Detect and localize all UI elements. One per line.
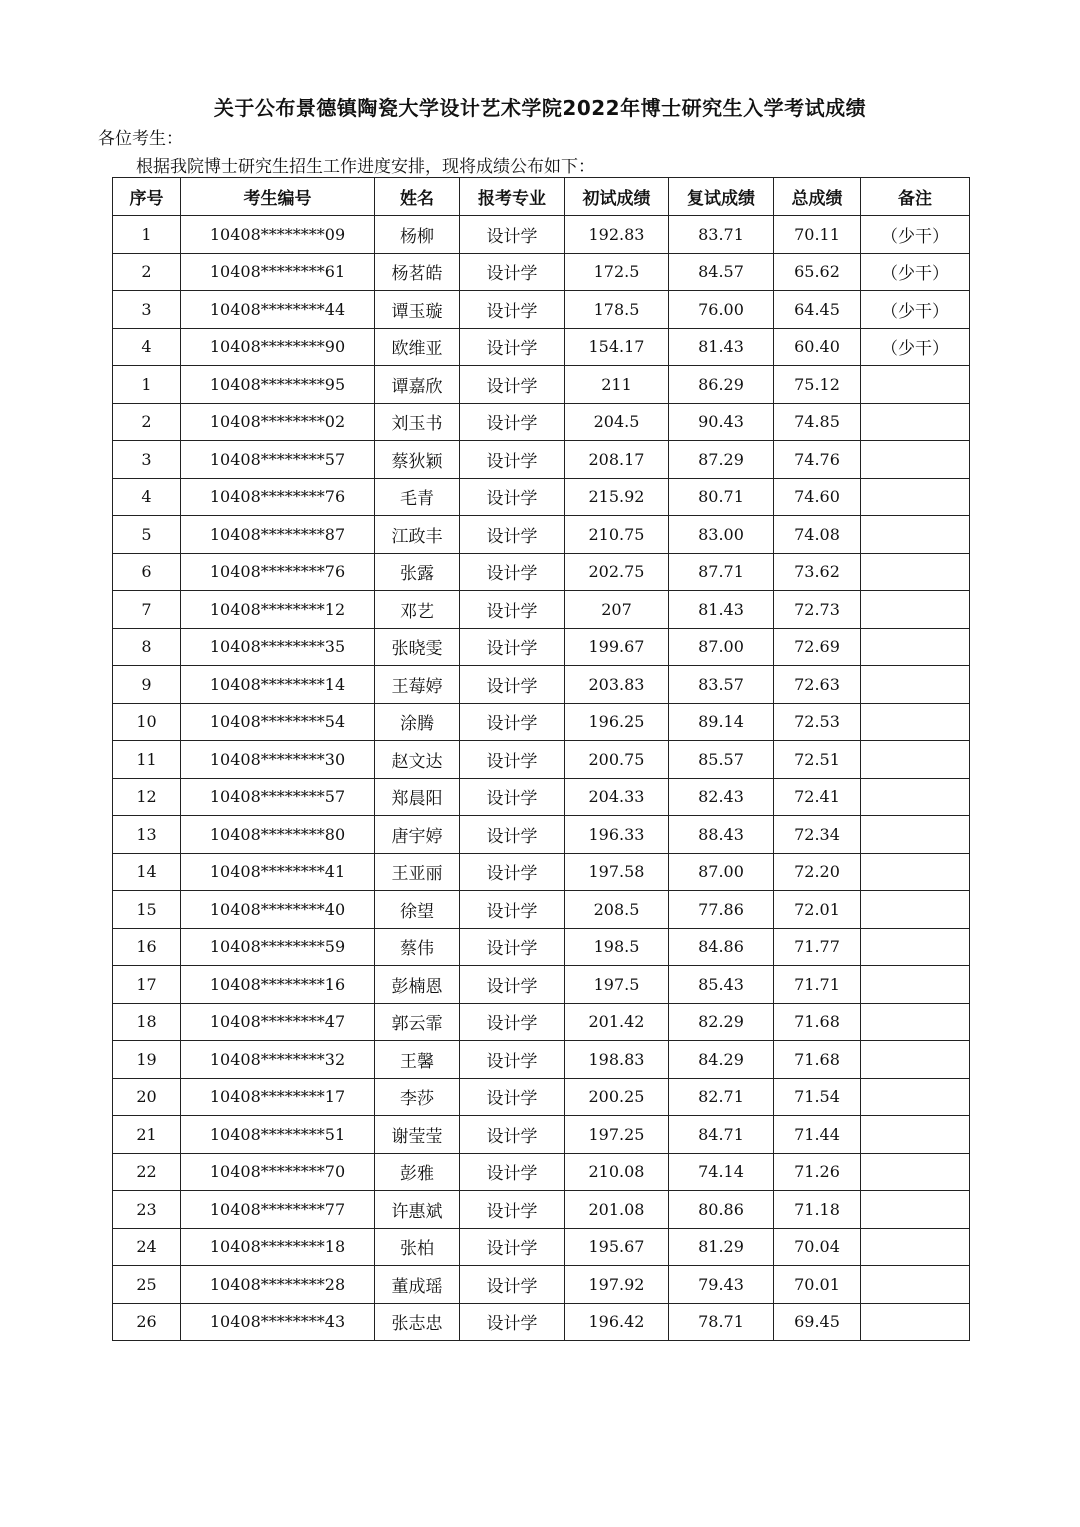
cell-retest-score: 87.00 <box>669 853 774 891</box>
cell-preliminary-score: 200.75 <box>565 741 669 779</box>
cell-major: 设计学 <box>460 478 565 516</box>
cell-candidate-id: 10408********28 <box>181 1266 375 1304</box>
cell-total-score: 73.62 <box>774 553 861 591</box>
cell-major: 设计学 <box>460 628 565 666</box>
cell-preliminary-score: 211 <box>565 366 669 404</box>
table-row <box>113 891 970 929</box>
cell-remarks <box>861 516 970 554</box>
cell-name: 蔡狄颖 <box>375 441 460 479</box>
cell-major: 设计学 <box>460 966 565 1004</box>
cell-index: 15 <box>113 891 181 929</box>
cell-candidate-id: 10408********76 <box>181 553 375 591</box>
cell-total-score: 71.77 <box>774 928 861 966</box>
cell-major: 设计学 <box>460 1041 565 1079</box>
cell-index: 10 <box>113 703 181 741</box>
cell-preliminary-score: 202.75 <box>565 553 669 591</box>
table-row <box>113 366 970 404</box>
table-row <box>113 1116 970 1154</box>
cell-major: 设计学 <box>460 741 565 779</box>
cell-index: 11 <box>113 741 181 779</box>
cell-preliminary-score: 196.42 <box>565 1303 669 1341</box>
cell-index: 16 <box>113 928 181 966</box>
cell-retest-score: 83.57 <box>669 666 774 704</box>
cell-retest-score: 80.86 <box>669 1191 774 1229</box>
cell-retest-score: 87.71 <box>669 553 774 591</box>
header-retest-score: 复试成绩 <box>669 178 774 216</box>
cell-remarks <box>861 966 970 1004</box>
cell-total-score: 72.73 <box>774 591 861 629</box>
table-row <box>113 441 970 479</box>
cell-candidate-id: 10408********30 <box>181 741 375 779</box>
cell-candidate-id: 10408********87 <box>181 516 375 554</box>
cell-candidate-id: 10408********77 <box>181 1191 375 1229</box>
cell-index: 8 <box>113 628 181 666</box>
cell-name: 张晓雯 <box>375 628 460 666</box>
cell-major: 设计学 <box>460 216 565 254</box>
cell-total-score: 72.41 <box>774 778 861 816</box>
header-total-score: 总成绩 <box>774 178 861 216</box>
cell-preliminary-score: 203.83 <box>565 666 669 704</box>
table-row <box>113 666 970 704</box>
cell-candidate-id: 10408********95 <box>181 366 375 404</box>
cell-index: 13 <box>113 816 181 854</box>
table-row <box>113 553 970 591</box>
cell-retest-score: 76.00 <box>669 291 774 329</box>
cell-preliminary-score: 195.67 <box>565 1228 669 1266</box>
table-row <box>113 1191 970 1229</box>
cell-name: 彭雅 <box>375 1153 460 1191</box>
cell-name: 谭嘉欣 <box>375 366 460 404</box>
cell-remarks <box>861 1191 970 1229</box>
cell-retest-score: 84.29 <box>669 1041 774 1079</box>
cell-total-score: 70.04 <box>774 1228 861 1266</box>
cell-total-score: 74.85 <box>774 403 861 441</box>
cell-retest-score: 74.14 <box>669 1153 774 1191</box>
cell-retest-score: 80.71 <box>669 478 774 516</box>
table-row <box>113 478 970 516</box>
cell-major: 设计学 <box>460 1116 565 1154</box>
cell-major: 设计学 <box>460 291 565 329</box>
cell-index: 6 <box>113 553 181 591</box>
cell-retest-score: 79.43 <box>669 1266 774 1304</box>
cell-remarks <box>861 1041 970 1079</box>
cell-candidate-id: 10408********57 <box>181 441 375 479</box>
cell-major: 设计学 <box>460 928 565 966</box>
cell-total-score: 72.53 <box>774 703 861 741</box>
cell-total-score: 72.20 <box>774 853 861 891</box>
cell-name: 张柏 <box>375 1228 460 1266</box>
cell-major: 设计学 <box>460 366 565 404</box>
table-row <box>113 1303 970 1341</box>
cell-preliminary-score: 210.08 <box>565 1153 669 1191</box>
cell-candidate-id: 10408********16 <box>181 966 375 1004</box>
cell-index: 3 <box>113 291 181 329</box>
table-row <box>113 328 970 366</box>
cell-remarks: （少干） <box>861 216 970 254</box>
table-row <box>113 703 970 741</box>
cell-retest-score: 84.57 <box>669 253 774 291</box>
cell-index: 2 <box>113 403 181 441</box>
cell-total-score: 74.08 <box>774 516 861 554</box>
cell-preliminary-score: 208.5 <box>565 891 669 929</box>
header-preliminary-score: 初试成绩 <box>565 178 669 216</box>
cell-remarks <box>861 891 970 929</box>
cell-total-score: 71.71 <box>774 966 861 1004</box>
cell-total-score: 71.54 <box>774 1078 861 1116</box>
cell-major: 设计学 <box>460 1003 565 1041</box>
cell-major: 设计学 <box>460 1153 565 1191</box>
cell-candidate-id: 10408********35 <box>181 628 375 666</box>
cell-retest-score: 85.43 <box>669 966 774 1004</box>
cell-index: 18 <box>113 1003 181 1041</box>
cell-candidate-id: 10408********32 <box>181 1041 375 1079</box>
cell-index: 9 <box>113 666 181 704</box>
cell-major: 设计学 <box>460 1303 565 1341</box>
cell-candidate-id: 10408********09 <box>181 216 375 254</box>
cell-candidate-id: 10408********44 <box>181 291 375 329</box>
table-row <box>113 1228 970 1266</box>
cell-remarks: （少干） <box>861 328 970 366</box>
cell-remarks <box>861 1116 970 1154</box>
cell-name: 谭玉璇 <box>375 291 460 329</box>
cell-retest-score: 81.43 <box>669 591 774 629</box>
cell-remarks <box>861 703 970 741</box>
cell-major: 设计学 <box>460 816 565 854</box>
cell-remarks <box>861 853 970 891</box>
cell-index: 23 <box>113 1191 181 1229</box>
cell-retest-score: 84.71 <box>669 1116 774 1154</box>
cell-major: 设计学 <box>460 853 565 891</box>
cell-name: 唐宇婷 <box>375 816 460 854</box>
cell-candidate-id: 10408********17 <box>181 1078 375 1116</box>
cell-retest-score: 82.71 <box>669 1078 774 1116</box>
cell-index: 2 <box>113 253 181 291</box>
cell-name: 杨茗皓 <box>375 253 460 291</box>
cell-major: 设计学 <box>460 591 565 629</box>
cell-name: 许惠斌 <box>375 1191 460 1229</box>
cell-name: 邓艺 <box>375 591 460 629</box>
table-row <box>113 291 970 329</box>
cell-name: 赵文达 <box>375 741 460 779</box>
cell-name: 王莓婷 <box>375 666 460 704</box>
cell-major: 设计学 <box>460 1228 565 1266</box>
table-row <box>113 216 970 254</box>
cell-name: 彭楠恩 <box>375 966 460 1004</box>
cell-index: 5 <box>113 516 181 554</box>
cell-preliminary-score: 198.5 <box>565 928 669 966</box>
cell-total-score: 71.44 <box>774 1116 861 1154</box>
cell-total-score: 69.45 <box>774 1303 861 1341</box>
cell-major: 设计学 <box>460 441 565 479</box>
cell-index: 3 <box>113 441 181 479</box>
cell-retest-score: 82.29 <box>669 1003 774 1041</box>
document-title: 关于公布景德镇陶瓷大学设计艺术学院2022年博士研究生入学考试成绩 <box>213 96 867 120</box>
cell-retest-score: 90.43 <box>669 403 774 441</box>
cell-total-score: 72.34 <box>774 816 861 854</box>
scores-table <box>112 177 970 1341</box>
cell-remarks <box>861 591 970 629</box>
cell-index: 21 <box>113 1116 181 1154</box>
cell-preliminary-score: 198.83 <box>565 1041 669 1079</box>
cell-candidate-id: 10408********80 <box>181 816 375 854</box>
cell-retest-score: 89.14 <box>669 703 774 741</box>
cell-index: 7 <box>113 591 181 629</box>
cell-index: 12 <box>113 778 181 816</box>
cell-preliminary-score: 208.17 <box>565 441 669 479</box>
cell-candidate-id: 10408********54 <box>181 703 375 741</box>
cell-name: 王亚丽 <box>375 853 460 891</box>
cell-remarks <box>861 778 970 816</box>
cell-name: 欧维亚 <box>375 328 460 366</box>
table-row <box>113 253 970 291</box>
table-row <box>113 1003 970 1041</box>
cell-index: 1 <box>113 366 181 404</box>
cell-major: 设计学 <box>460 328 565 366</box>
cell-total-score: 60.40 <box>774 328 861 366</box>
cell-preliminary-score: 196.33 <box>565 816 669 854</box>
cell-major: 设计学 <box>460 1191 565 1229</box>
cell-name: 郑晨阳 <box>375 778 460 816</box>
cell-name: 张志忠 <box>375 1303 460 1341</box>
cell-name: 江政丰 <box>375 516 460 554</box>
cell-index: 19 <box>113 1041 181 1079</box>
table-row <box>113 1153 970 1191</box>
cell-major: 设计学 <box>460 403 565 441</box>
cell-index: 17 <box>113 966 181 1004</box>
cell-candidate-id: 10408********57 <box>181 778 375 816</box>
cell-total-score: 74.76 <box>774 441 861 479</box>
cell-candidate-id: 10408********02 <box>181 403 375 441</box>
table-row <box>113 516 970 554</box>
cell-total-score: 65.62 <box>774 253 861 291</box>
table-row <box>113 591 970 629</box>
cell-name: 王馨 <box>375 1041 460 1079</box>
cell-remarks <box>861 1003 970 1041</box>
cell-major: 设计学 <box>460 666 565 704</box>
cell-retest-score: 82.43 <box>669 778 774 816</box>
cell-total-score: 71.18 <box>774 1191 861 1229</box>
table-body <box>113 216 970 1341</box>
cell-retest-score: 84.86 <box>669 928 774 966</box>
cell-name: 李莎 <box>375 1078 460 1116</box>
cell-major: 设计学 <box>460 516 565 554</box>
header-name: 姓名 <box>375 178 460 216</box>
cell-preliminary-score: 210.75 <box>565 516 669 554</box>
cell-remarks <box>861 666 970 704</box>
cell-remarks <box>861 628 970 666</box>
cell-remarks <box>861 478 970 516</box>
cell-name: 刘玉书 <box>375 403 460 441</box>
cell-preliminary-score: 199.67 <box>565 628 669 666</box>
cell-index: 22 <box>113 1153 181 1191</box>
cell-name: 涂腾 <box>375 703 460 741</box>
table-row <box>113 1078 970 1116</box>
cell-name: 张露 <box>375 553 460 591</box>
cell-retest-score: 81.29 <box>669 1228 774 1266</box>
header-remarks: 备注 <box>861 178 970 216</box>
cell-total-score: 71.68 <box>774 1041 861 1079</box>
cell-name: 郭云霏 <box>375 1003 460 1041</box>
cell-remarks <box>861 816 970 854</box>
header-index: 序号 <box>113 178 181 216</box>
cell-preliminary-score: 201.08 <box>565 1191 669 1229</box>
cell-total-score: 75.12 <box>774 366 861 404</box>
cell-retest-score: 83.00 <box>669 516 774 554</box>
cell-total-score: 70.01 <box>774 1266 861 1304</box>
table-row <box>113 778 970 816</box>
cell-total-score: 74.60 <box>774 478 861 516</box>
cell-remarks: （少干） <box>861 291 970 329</box>
cell-candidate-id: 10408********18 <box>181 1228 375 1266</box>
cell-preliminary-score: 207 <box>565 591 669 629</box>
cell-total-score: 72.01 <box>774 891 861 929</box>
table-row <box>113 403 970 441</box>
cell-total-score: 72.63 <box>774 666 861 704</box>
cell-major: 设计学 <box>460 891 565 929</box>
cell-index: 20 <box>113 1078 181 1116</box>
table-row <box>113 741 970 779</box>
table-row <box>113 1266 970 1304</box>
cell-index: 1 <box>113 216 181 254</box>
cell-name: 董成瑶 <box>375 1266 460 1304</box>
cell-retest-score: 85.57 <box>669 741 774 779</box>
cell-preliminary-score: 204.5 <box>565 403 669 441</box>
table-row <box>113 628 970 666</box>
cell-major: 设计学 <box>460 553 565 591</box>
table-row <box>113 853 970 891</box>
cell-remarks <box>861 553 970 591</box>
cell-preliminary-score: 197.25 <box>565 1116 669 1154</box>
cell-total-score: 72.69 <box>774 628 861 666</box>
cell-retest-score: 86.29 <box>669 366 774 404</box>
cell-retest-score: 88.43 <box>669 816 774 854</box>
cell-preliminary-score: 201.42 <box>565 1003 669 1041</box>
cell-remarks <box>861 1228 970 1266</box>
cell-retest-score: 87.00 <box>669 628 774 666</box>
cell-index: 25 <box>113 1266 181 1304</box>
intro-paragraph: 根据我院博士研究生招生工作进度安排，现将成绩公布如下： <box>136 157 595 177</box>
cell-remarks <box>861 1153 970 1191</box>
cell-total-score: 70.11 <box>774 216 861 254</box>
cell-retest-score: 87.29 <box>669 441 774 479</box>
cell-retest-score: 78.71 <box>669 1303 774 1341</box>
cell-total-score: 72.51 <box>774 741 861 779</box>
cell-major: 设计学 <box>460 703 565 741</box>
cell-name: 徐望 <box>375 891 460 929</box>
salutation: 各位考生： <box>98 129 183 149</box>
cell-preliminary-score: 200.25 <box>565 1078 669 1116</box>
cell-index: 26 <box>113 1303 181 1341</box>
cell-preliminary-score: 197.92 <box>565 1266 669 1304</box>
cell-remarks <box>861 441 970 479</box>
cell-remarks <box>861 1303 970 1341</box>
cell-name: 谢莹莹 <box>375 1116 460 1154</box>
cell-candidate-id: 10408********43 <box>181 1303 375 1341</box>
cell-major: 设计学 <box>460 1078 565 1116</box>
cell-preliminary-score: 192.83 <box>565 216 669 254</box>
cell-preliminary-score: 197.5 <box>565 966 669 1004</box>
cell-remarks <box>861 928 970 966</box>
cell-candidate-id: 10408********61 <box>181 253 375 291</box>
cell-preliminary-score: 215.92 <box>565 478 669 516</box>
cell-preliminary-score: 197.58 <box>565 853 669 891</box>
cell-remarks: （少干） <box>861 253 970 291</box>
header-candidate-id: 考生编号 <box>181 178 375 216</box>
cell-preliminary-score: 154.17 <box>565 328 669 366</box>
cell-remarks <box>861 403 970 441</box>
cell-remarks <box>861 1078 970 1116</box>
cell-index: 4 <box>113 328 181 366</box>
cell-index: 24 <box>113 1228 181 1266</box>
cell-candidate-id: 10408********41 <box>181 853 375 891</box>
table-row <box>113 928 970 966</box>
table-row <box>113 816 970 854</box>
cell-candidate-id: 10408********76 <box>181 478 375 516</box>
cell-remarks <box>861 1266 970 1304</box>
cell-candidate-id: 10408********59 <box>181 928 375 966</box>
table-row <box>113 966 970 1004</box>
cell-major: 设计学 <box>460 253 565 291</box>
cell-remarks <box>861 366 970 404</box>
cell-candidate-id: 10408********47 <box>181 1003 375 1041</box>
cell-name: 蔡伟 <box>375 928 460 966</box>
cell-retest-score: 77.86 <box>669 891 774 929</box>
table-row <box>113 1041 970 1079</box>
cell-major: 设计学 <box>460 778 565 816</box>
cell-name: 杨柳 <box>375 216 460 254</box>
cell-preliminary-score: 204.33 <box>565 778 669 816</box>
cell-preliminary-score: 178.5 <box>565 291 669 329</box>
header-major: 报考专业 <box>460 178 565 216</box>
cell-name: 毛青 <box>375 478 460 516</box>
cell-index: 4 <box>113 478 181 516</box>
cell-total-score: 71.26 <box>774 1153 861 1191</box>
cell-index: 14 <box>113 853 181 891</box>
cell-candidate-id: 10408********40 <box>181 891 375 929</box>
cell-candidate-id: 10408********51 <box>181 1116 375 1154</box>
cell-candidate-id: 10408********12 <box>181 591 375 629</box>
cell-candidate-id: 10408********90 <box>181 328 375 366</box>
table-header-row <box>113 178 970 216</box>
cell-preliminary-score: 172.5 <box>565 253 669 291</box>
cell-candidate-id: 10408********14 <box>181 666 375 704</box>
cell-major: 设计学 <box>460 1266 565 1304</box>
cell-remarks <box>861 741 970 779</box>
cell-retest-score: 81.43 <box>669 328 774 366</box>
cell-candidate-id: 10408********70 <box>181 1153 375 1191</box>
cell-total-score: 64.45 <box>774 291 861 329</box>
cell-total-score: 71.68 <box>774 1003 861 1041</box>
cell-retest-score: 83.71 <box>669 216 774 254</box>
cell-preliminary-score: 196.25 <box>565 703 669 741</box>
